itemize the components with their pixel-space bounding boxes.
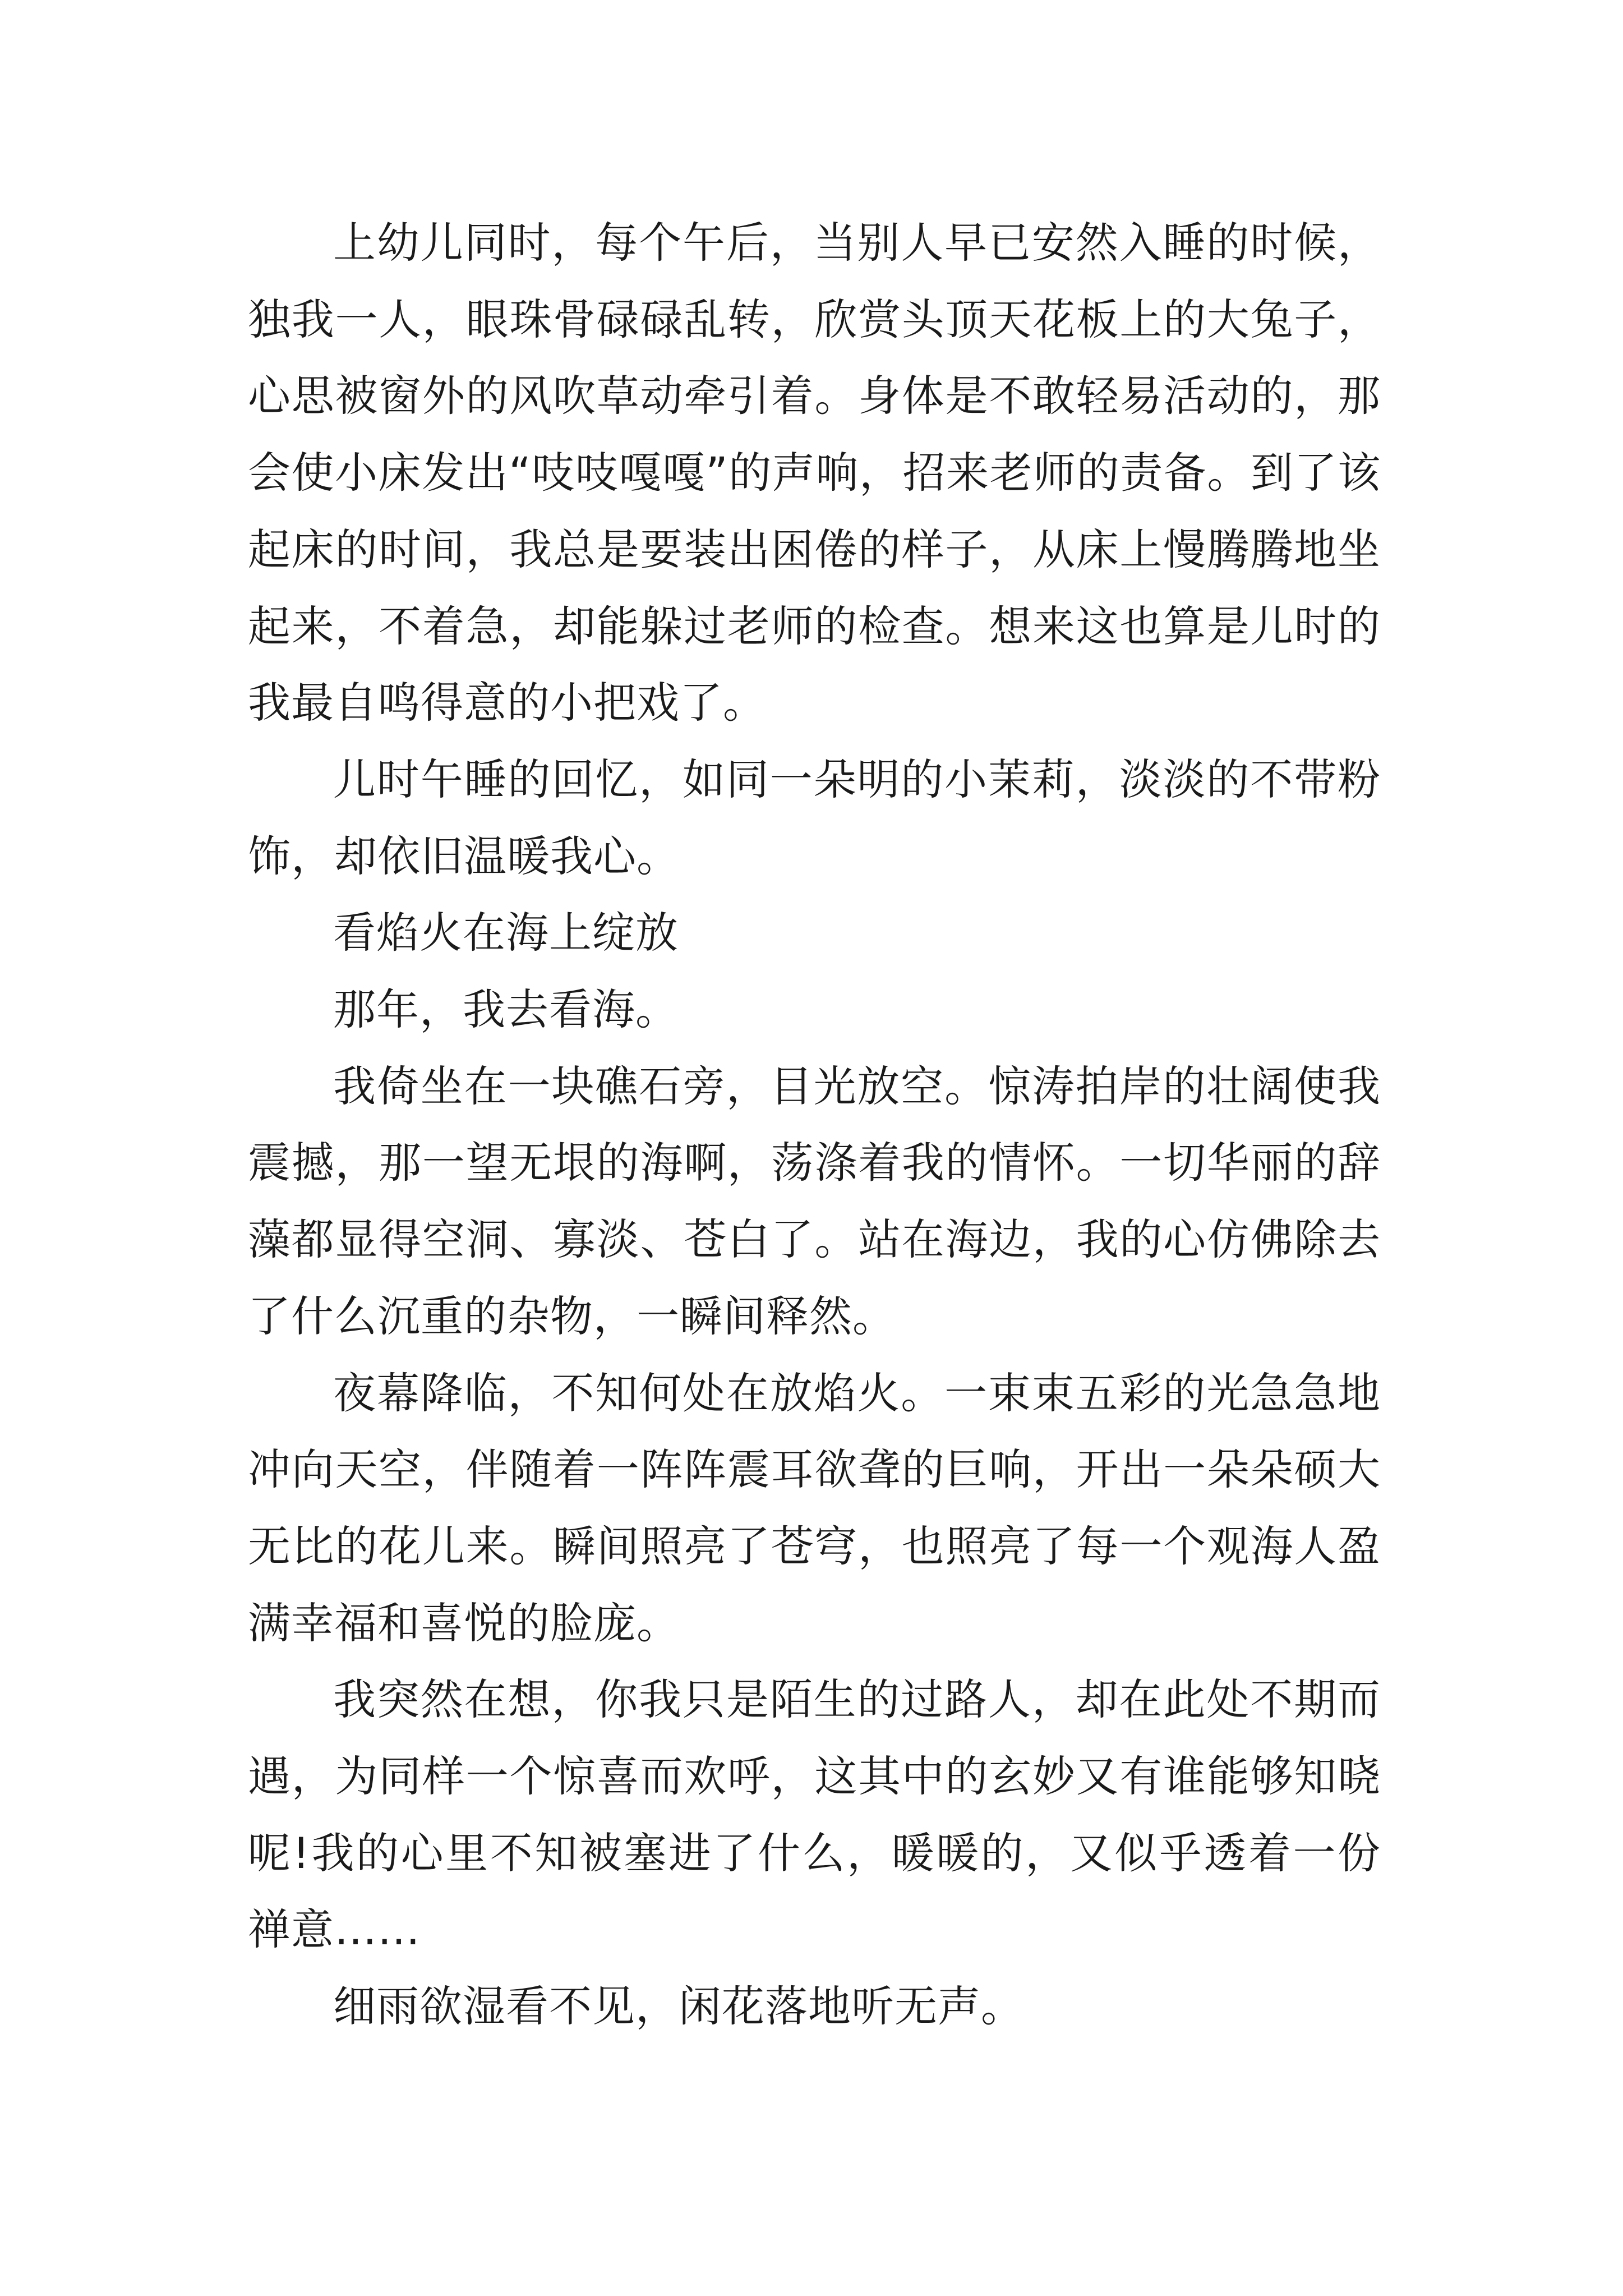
paragraph-nap-memory: 上幼儿同时，每个午后，当别人早已安然入睡的时候，独我一人，眼珠骨碌碌乱转，欣赏头顶天花板上的大兔子，心思被窗外的风吹草动牵引着。身体是不敢轻易活动的，那会使小床发出“吱吱嘎嘎”的声响，招来老师的责备。到了该起床的时间，我总是要装出困倦的样子，从床上慢腾腾地坐起来，不着急，却能躲过老师的检查。想来这也算是儿时的我最自鸣得意的小把戏了。 <box>248 218 1381 728</box>
paragraph-nap-summary: 儿时午睡的回忆，如同一朵明的小茉莉，淡淡的不带粉饰，却依旧温暖我心。 <box>248 754 1381 881</box>
document-body <box>248 205 1381 2045</box>
section-heading-fireworks: 看焰火在海上绽放 <box>333 908 679 958</box>
paragraph-sea-rock: 我倚坐在一块礁石旁，目光放空。惊涛拍岸的壮阔使我震撼，那一望无垠的海啊，荡涤着我的情怀。一切华丽的辞藻都显得空洞、寡淡、苍白了。站在海边，我的心仿佛除去了什么沉重的杂物，一瞬间释然。 <box>248 1061 1381 1341</box>
paragraph-sea-year: 那年，我去看海。 <box>333 984 679 1035</box>
paragraph-closing-verse: 细雨欲湿看不见，闲花落地听无声。 <box>333 1981 1024 2032</box>
paragraph-strangers: 我突然在想，你我只是陌生的过路人，却在此处不期而遇，为同样一个惊喜而欢呼，这其中的玄妙又有谁能够知晓呢!我的心里不知被塞进了什么，暖暖的，又似乎透着一份禅意…… <box>248 1674 1381 1955</box>
paragraph-fireworks-night: 夜幕降临，不知何处在放焰火。一束束五彩的光急急地冲向天空，伴随着一阵阵震耳欲聋的巨响，开出一朵朵硕大无比的花儿来。瞬间照亮了苍穹，也照亮了每一个观海人盈满幸福和喜悦的脸庞。 <box>248 1368 1381 1648</box>
